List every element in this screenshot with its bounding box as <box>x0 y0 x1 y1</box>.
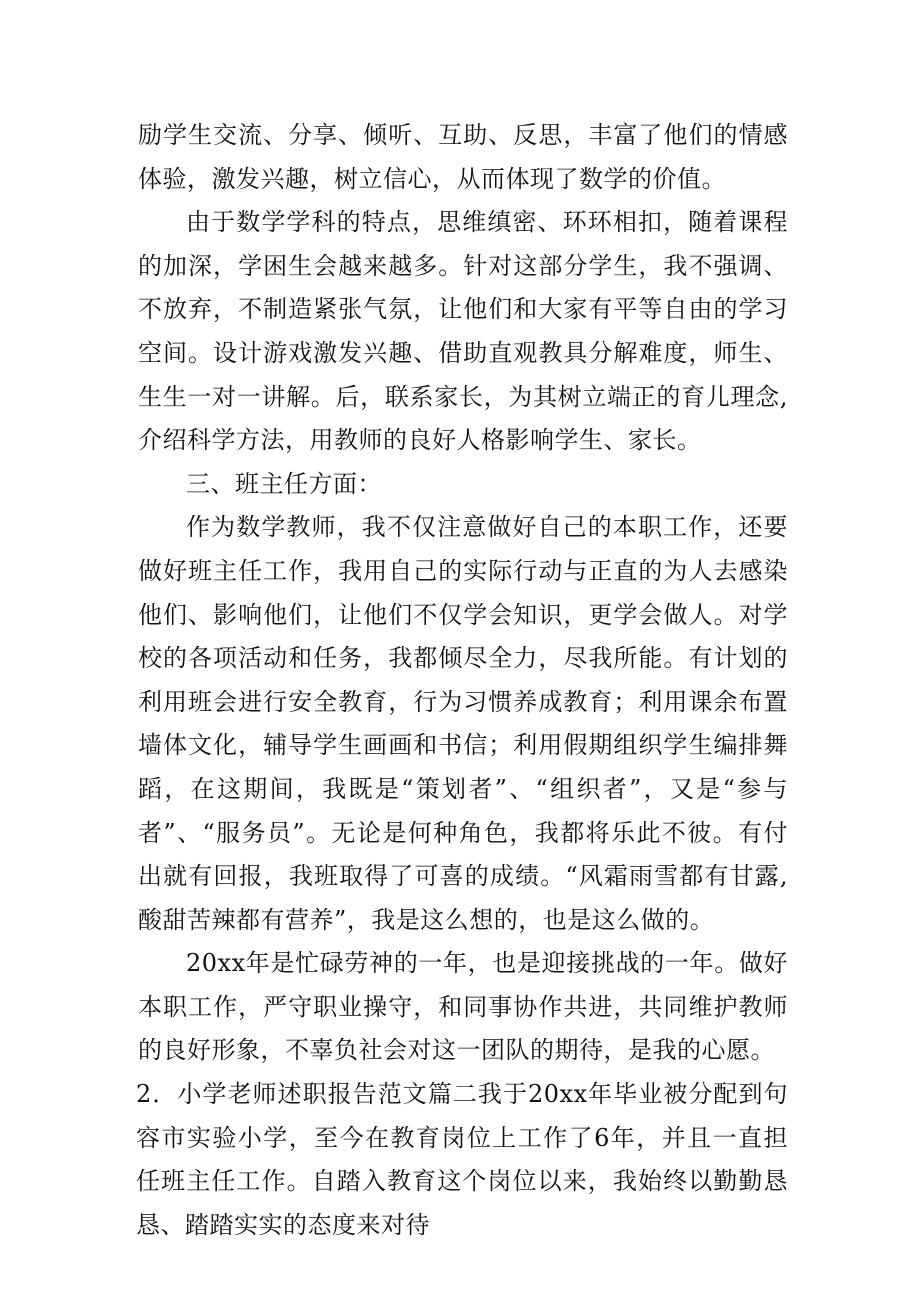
section-heading-class-teacher: 三、班主任方面： <box>186 469 382 498</box>
document-body <box>138 114 788 1247</box>
paragraph-report-two-start: 2．小学老师述职报告范文篇二我于20xx年毕业被分配到句容市实验小学，至今在教育岗位上工作了6年，并且一直担任班主任工作。自踏入教育这个岗位以来，我始终以勤勤恳恳、踏踏实实的态度来对待 <box>136 1080 788 1239</box>
paragraph-year-summary: 20xx年是忙碌劳神的一年，也是迎接挑战的一年。做好本职工作，严守职业操守，和同事协作共进，共同维护教师的良好形象，不辜负社会对这一团队的期待，是我的心愿。 <box>138 949 788 1065</box>
paragraph-class-teacher-work: 作为数学教师，我不仅注意做好自己的本职工作，还要做好班主任工作，我用自己的实际行动与正直的为人去感染他们、影响他们，让他们不仅学会知识，更学会做人。对学校的各项活动和任务，我都倾尽全力，尽我所能。有计划的利用班会进行安全教育，行为习惯养成教育；利用课余布置墙体文化，辅导学生画画和书信；利用假期组织学生编排舞蹈，在这期间，我既是“策划者”、“组织者”，又是“参与者”、“服务员”。无论是何种角色，我都将乐此不彼。有付出就有回报，我班取得了可喜的成绩。“风霜雨雪都有甘露,酸甜苦辣都有营养”，我是这么想的，也是这么做的。 <box>138 513 788 934</box>
paragraph-struggling-students: 由于数学学科的特点，思维缜密、环环相扣，随着课程的加深，学困生会越来越多。针对这部分学生，我不强调、不放弃，不制造紧张气氛，让他们和大家有平等自由的学习空间。设计游戏激发兴趣、借助直观教具分解难度，师生、生生一对一讲解。后，联系家长，为其树立端正的育儿理念,介绍科学方法，用教师的良好人格影响学生、家长。 <box>138 208 788 455</box>
paragraph-continuation: 励学生交流、分享、倾听、互助、反思，丰富了他们的情感体验，激发兴趣，树立信心，从而体现了数学的价值。 <box>138 121 788 193</box>
